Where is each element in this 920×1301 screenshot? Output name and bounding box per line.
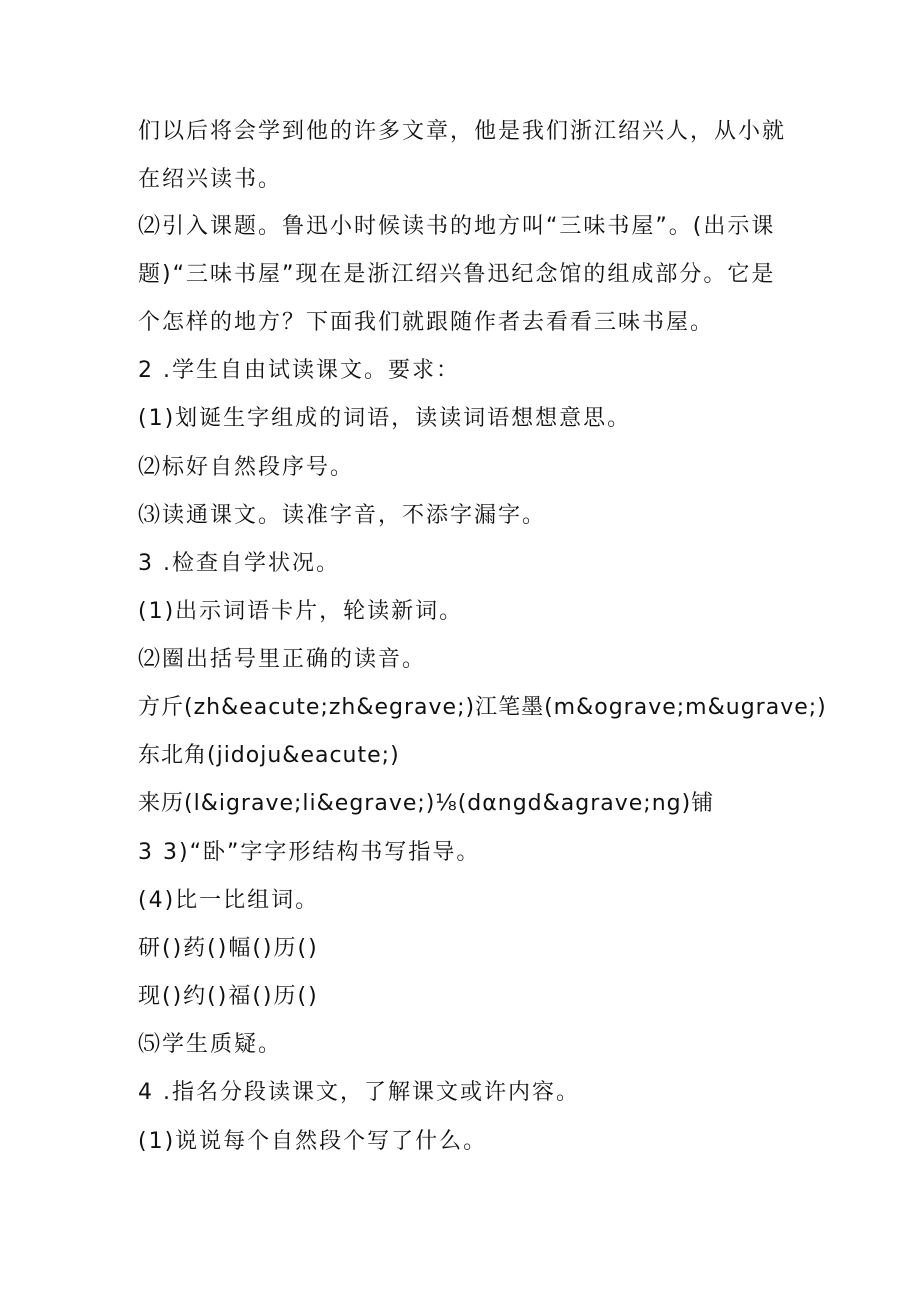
section-heading: 3 .检查自学状况。	[138, 551, 340, 576]
text-line: ⑵引入课题。鲁迅小时候读书的地方叫“三味书屋”。(出示课	[138, 214, 776, 239]
text-line: 研()药()幅()历()	[138, 936, 319, 961]
text-line: (1)出示词语卡片，轮读新词。	[138, 599, 464, 624]
text-line: ⑵圈出括号里正确的读音。	[138, 647, 427, 672]
text-line: 3 3)“卧”字字形结构书写指导。	[138, 840, 481, 865]
section-heading: 2 .学生自由试读课文。要求：	[138, 358, 460, 383]
text-line: 在绍兴读书。	[138, 167, 283, 192]
text-line: 现()约()福()历()	[138, 984, 319, 1009]
text-line: 方斤(zh&eacute;zh&egrave;)江笔墨(m&ograve;m&ugrave;)	[138, 695, 827, 720]
text-line: 东北角(jidoju&eacute;)	[138, 743, 400, 768]
text-line: ⑶读通课文。读准字音，不添字漏字。	[138, 503, 547, 528]
text-line: 们以后将会学到他的许多文章，他是我们浙江绍兴人，从小就	[138, 119, 787, 144]
text-line: 个怎样的地方？下面我们就跟随作者去看看三味书屋。	[138, 310, 715, 335]
text-line: (4)比一比组词。	[138, 888, 320, 913]
text-line: ⑵标好自然段序号。	[138, 455, 355, 480]
text-line: 来历(l&igrave;li&egrave;)⅛(dαngd&agrave;ng)铺	[138, 791, 715, 816]
text-line: (1)说说每个自然段个写了什么。	[138, 1129, 488, 1154]
text-line: (1)划诞生字组成的词语，读读词语想想意思。	[138, 406, 632, 431]
text-line: 题)“三味书屋”现在是浙江绍兴鲁迅纪念馆的组成部分。它是	[138, 262, 776, 287]
section-heading: 4 .指名分段读课文，了解课文或许内容。	[138, 1080, 580, 1105]
text-line: ⑸学生质疑。	[138, 1032, 283, 1057]
